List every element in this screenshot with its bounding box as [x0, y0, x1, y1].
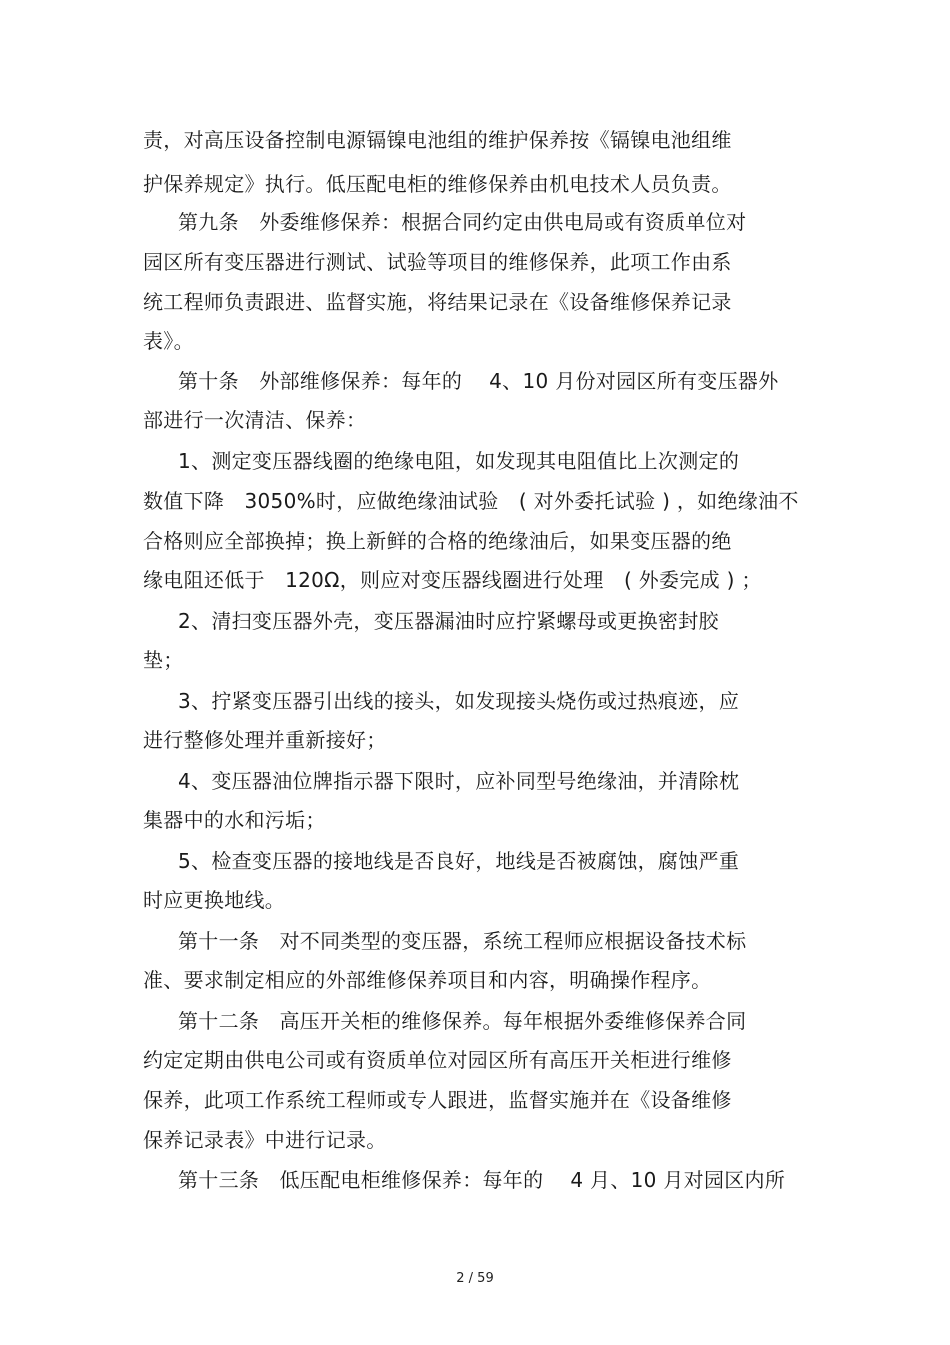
- text-line: 保养，此项工作系统工程师或专人跟进，监督实施并在《设备维修: [143, 1088, 732, 1112]
- text-line: 垫；: [143, 648, 184, 672]
- text-line: 集器中的水和污垢；: [143, 808, 326, 832]
- text-line: 第十二条 高压开关柜的维修保养。每年根据外委维修保养合同: [178, 1009, 747, 1033]
- text-line: 约定定期由供电公司或有资质单位对园区所有高压开关柜进行维修: [143, 1048, 732, 1072]
- text-line: 保养记录表》中进行记录。: [143, 1128, 387, 1152]
- text-line: 5、检查变压器的接地线是否良好，地线是否被腐蚀，腐蚀严重: [178, 849, 740, 873]
- text-line: 数值下降 3050%时，应做绝缘油试验 ( 对外委托试验 ) ，如绝缘油不: [143, 489, 799, 513]
- text-line: 进行整修处理并重新接好；: [143, 728, 387, 752]
- text-line: 园区所有变压器进行测试、试验等项目的维修保养，此项工作由系: [143, 250, 732, 274]
- text-line: 第九条 外委维修保养：根据合同约定由供电局或有资质单位对: [178, 210, 747, 234]
- text-line: 4、变压器油位牌指示器下限时，应补同型号绝缘油，并清除枕: [178, 769, 740, 793]
- text-line: 准、要求制定相应的外部维修保养项目和内容，明确操作程序。: [143, 968, 712, 992]
- text-line: 部进行一次清洁、保养：: [143, 408, 367, 432]
- text-line: 合格则应全部换掉；换上新鲜的合格的绝缘油后，如果变压器的绝: [143, 529, 732, 553]
- text-line: 第十条 外部维修保养：每年的 4、10 月份对园区所有变压器外: [178, 369, 779, 393]
- text-line: 时应更换地线。: [143, 888, 286, 912]
- text-line: 统工程师负责跟进、监督实施，将结果记录在《设备维修保养记录: [143, 290, 732, 314]
- page-number: 2 / 59: [456, 1271, 494, 1286]
- text-line: 2、清扫变压器外壳，变压器漏油时应拧紧螺母或更换密封胶: [178, 609, 719, 633]
- text-line: 缘电阻还低于 120Ω，则应对变压器线圈进行处理 ( 外委完成 ) ；: [143, 568, 762, 592]
- text-line: 第十三条 低压配电柜维修保养：每年的 4 月、10 月对园区内所: [178, 1168, 786, 1192]
- text-line: 表》。: [143, 329, 194, 353]
- text-line: 第十一条 对不同类型的变压器，系统工程师应根据设备技术标: [178, 929, 747, 953]
- text-line: 1、测定变压器线圈的绝缘电阻，如发现其电阻值比上次测定的: [178, 449, 740, 473]
- text-line: 责，对高压设备控制电源镉镍电池组的维护保养按《镉镍电池组维: [143, 128, 732, 152]
- text-line: 3、拧紧变压器引出线的接头，如发现接头烧伤或过热痕迹，应: [178, 689, 740, 713]
- text-line: 护保养规定》执行。低压配电柜的维修保养由机电技术人员负责。: [143, 172, 732, 196]
